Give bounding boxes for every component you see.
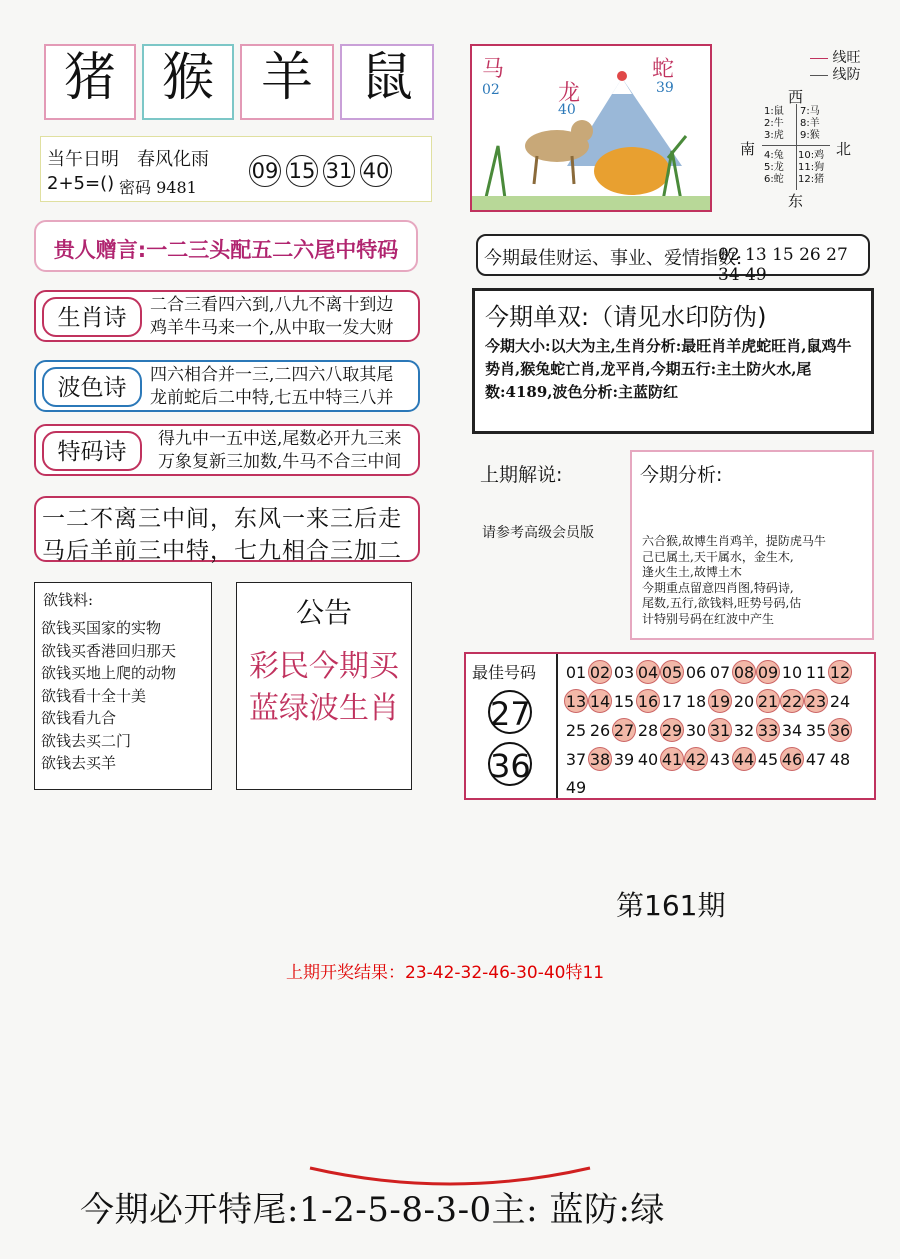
- zodiac-picture: [470, 44, 712, 212]
- number-highlighted: 14: [588, 689, 612, 713]
- analysis-line: 逢火生土,故博土木: [642, 565, 742, 579]
- money-title: 欲钱料:: [43, 591, 94, 609]
- picture-label-num: 40: [558, 102, 576, 118]
- picture-label-num: 39: [656, 80, 674, 96]
- compass-cell: 10:鸡 11:狗 12:猪: [798, 150, 825, 185]
- ram-head: [571, 120, 593, 142]
- number: 35: [805, 721, 827, 740]
- landscape-illustration: [472, 46, 712, 212]
- notice-title: 公告: [295, 596, 352, 629]
- poem-line: 四六相合并一三,二四六八取其尾: [150, 365, 394, 385]
- poem-zodiac: [34, 290, 420, 342]
- number: 18: [685, 692, 707, 711]
- compass-cell: 7:马 8:羊 9:猴: [800, 106, 820, 141]
- picture-label-name: 蛇: [652, 57, 675, 82]
- number: 24: [829, 692, 851, 711]
- number: 34: [781, 721, 803, 740]
- number: 37: [565, 750, 587, 769]
- analysis-line: 六合猴,故博生肖鸡羊，提防虎马牛: [642, 534, 826, 548]
- number: 25: [565, 721, 587, 740]
- verse-line: 马后羊前三中特，七九相合三加二: [42, 538, 402, 564]
- riddle-line: 当午日明 春风化雨: [47, 149, 209, 170]
- poem-color: [34, 360, 420, 412]
- money-item: 欲钱买国家的实物: [41, 619, 162, 637]
- gift-words-text: 贵人赠言:一二三头配五二六尾中特码: [53, 238, 399, 262]
- last-result: 上期开奖结果：23-42-32-46-30-40特11: [286, 963, 605, 983]
- number: 39: [613, 750, 635, 769]
- number-highlighted: 36: [828, 718, 852, 742]
- number-circle: 15: [286, 155, 318, 187]
- number-highlighted: 46: [780, 747, 804, 771]
- number-highlighted: 42: [684, 747, 708, 771]
- number: 01: [565, 663, 587, 682]
- number-grid: [564, 658, 870, 802]
- notice-line: 彩民今期买: [249, 649, 399, 684]
- odd-even-title: 今期单双:（请见水印防伪): [485, 303, 767, 331]
- zodiac-box-1: 猪: [44, 44, 136, 120]
- best-panel: [466, 654, 558, 798]
- legend-item: [810, 50, 860, 67]
- compass-south: 南: [740, 140, 756, 158]
- number: 45: [757, 750, 779, 769]
- odd-even-box: [472, 288, 874, 434]
- compass-vline: [796, 104, 797, 190]
- number: 10: [781, 663, 803, 682]
- analysis-line: 尾数,五行,欲钱料,旺势号码,估: [642, 596, 802, 610]
- money-item: 欲钱看十全十美: [41, 686, 147, 705]
- legend-item: [810, 67, 860, 84]
- analysis-body: [642, 534, 826, 627]
- number: 49: [565, 778, 587, 797]
- number: 20: [733, 692, 755, 711]
- poem-title: 特码诗: [42, 431, 142, 471]
- number-highlighted: 05: [660, 660, 684, 684]
- number-highlighted: 33: [756, 718, 780, 742]
- odd-even-body: 今期大小:以大为主,生肖分析:最旺肖羊虎蛇旺肖,鼠鸡牛势肖,猴兔蛇亡肖,龙平肖,今期五行:主土防火水,尾数:4189,波色分析:主蓝防红: [485, 337, 852, 401]
- compass-grid: [762, 104, 830, 190]
- number: 11: [805, 663, 827, 682]
- fortune-numbers: 02 13 15 26 27 34 49: [718, 245, 848, 285]
- money-item: 欲钱买地上爬的动物: [41, 664, 177, 682]
- legend: [810, 50, 860, 84]
- money-item: 欲钱看九合: [41, 709, 117, 727]
- number-highlighted: 13: [564, 689, 588, 713]
- poem-title: 波色诗: [42, 367, 142, 407]
- number: 06: [685, 663, 707, 682]
- number-highlighted: 16: [636, 689, 660, 713]
- number-circle: 40: [360, 155, 392, 187]
- riddle-box: [40, 136, 432, 202]
- zodiac-box-4: 鼠: [340, 44, 434, 120]
- analysis-line: 己已属土,天干属水，金生木,: [642, 549, 794, 564]
- fortune-box: [476, 234, 870, 285]
- riddle-formula: 2+5=(): [47, 173, 115, 194]
- number: 30: [685, 721, 707, 740]
- number-highlighted: 23: [804, 689, 828, 713]
- picture-label-name: 马: [482, 57, 505, 82]
- number: 03: [613, 663, 635, 682]
- money-item: 欲钱去买二门: [41, 731, 132, 750]
- number: 48: [829, 750, 851, 769]
- last-explain-note: 请参考高级会员版: [482, 525, 594, 541]
- riddle-code: 密码 9481: [119, 178, 197, 197]
- poem-title: 生肖诗: [42, 297, 142, 337]
- picture-label-num: 02: [482, 82, 500, 98]
- number: 40: [637, 750, 659, 769]
- fortune-label: 今期最佳财运、事业、爱情指数:: [484, 248, 743, 269]
- ram-leg: [572, 156, 574, 184]
- mountain-peak: [617, 71, 627, 81]
- zodiac-box-3: 羊: [240, 44, 334, 120]
- poem-special: [34, 424, 420, 476]
- legend-line-icon: [810, 75, 828, 76]
- number-grid-row: [564, 687, 870, 716]
- number-highlighted: 29: [660, 718, 684, 742]
- number-highlighted: 02: [588, 660, 612, 684]
- number-grid-row: [564, 716, 870, 745]
- verse-box: [34, 496, 420, 562]
- riddle-numbers: [249, 155, 397, 187]
- notice-line: 蓝绿波生肖: [249, 691, 399, 726]
- zodiac-box-2: 猴: [142, 44, 234, 120]
- number-highlighted: 21: [756, 689, 780, 713]
- money-list: [41, 617, 176, 775]
- number-circle: 31: [323, 155, 355, 187]
- number: 43: [709, 750, 731, 769]
- poem-line: 二合三看四六到,八九不离十到边: [150, 295, 394, 315]
- compass-west: 西: [788, 88, 804, 106]
- analysis-box: [630, 450, 874, 640]
- number: 28: [637, 721, 659, 740]
- issue-number: 第161期: [616, 889, 726, 922]
- gift-words-banner: [34, 220, 418, 272]
- legend-line-icon: [810, 58, 828, 59]
- number-circle: 09: [249, 155, 281, 187]
- notice-box: [236, 582, 412, 790]
- best-number-circle: 27: [488, 690, 532, 734]
- analysis-line: 计特别号码在红波中产生: [642, 611, 775, 626]
- best-numbers-box: [464, 652, 876, 800]
- number-grid-row: [564, 658, 870, 687]
- verse-line: 一二不离三中间，东风一来三后走: [42, 506, 402, 532]
- best-label: 最佳号码: [472, 663, 537, 682]
- legend-label: 线防: [832, 67, 861, 83]
- number-highlighted: 22: [780, 689, 804, 713]
- compass-cell: 4:兔 5:龙 6:蛇: [764, 150, 784, 185]
- number-grid-row: [564, 774, 870, 802]
- number-highlighted: 31: [708, 718, 732, 742]
- bottom-special-tail: 今期必开特尾:1-2-5-8-3-0主: 蓝防:绿: [80, 1190, 665, 1230]
- compass-north: 北: [836, 140, 852, 158]
- number: 15: [613, 692, 635, 711]
- number-highlighted: 44: [732, 747, 756, 771]
- poem-line: 鸡羊牛马来一个,从中取一发大财: [150, 318, 394, 338]
- analysis-line: 今期重点留意四肖图,特码诗,: [642, 580, 794, 595]
- number: 26: [589, 721, 611, 740]
- last-explain-title: 上期解说:: [480, 464, 563, 486]
- poem-line: 龙前蛇后二中特,七五中特三八并: [150, 388, 394, 408]
- money-item: 欲钱去买羊: [41, 754, 117, 772]
- ram-leg: [534, 156, 537, 184]
- number: 32: [733, 721, 755, 740]
- poem-line: 万象复新三加数,牛马不合三中间: [158, 452, 402, 472]
- number-highlighted: 19: [708, 689, 732, 713]
- number: 17: [661, 692, 683, 711]
- best-number-circle: 36: [488, 742, 532, 786]
- poem-line: 得九中一五中送,尾数必开九三来: [158, 429, 402, 449]
- number-highlighted: 27: [612, 718, 636, 742]
- number: 07: [709, 663, 731, 682]
- number-highlighted: 41: [660, 747, 684, 771]
- money-item: 欲钱买香港回归那天: [41, 641, 177, 660]
- compass-hline: [762, 145, 830, 146]
- compass-cell: 1:鼠 2:牛 3:虎: [764, 106, 784, 141]
- number-highlighted: 38: [588, 747, 612, 771]
- money-box: [34, 582, 212, 790]
- number: 47: [805, 750, 827, 769]
- rock-shape: [594, 147, 670, 195]
- grass-strip: [472, 196, 712, 212]
- compass-east: 东: [788, 192, 804, 210]
- number-highlighted: 04: [636, 660, 660, 684]
- number-highlighted: 08: [732, 660, 756, 684]
- legend-label: 线旺: [832, 50, 861, 66]
- number-grid-row: [564, 745, 870, 774]
- analysis-title: 今期分析:: [640, 464, 723, 486]
- number-highlighted: 09: [756, 660, 780, 684]
- picture-label-name: 龙: [558, 81, 581, 106]
- number-highlighted: 12: [828, 660, 852, 684]
